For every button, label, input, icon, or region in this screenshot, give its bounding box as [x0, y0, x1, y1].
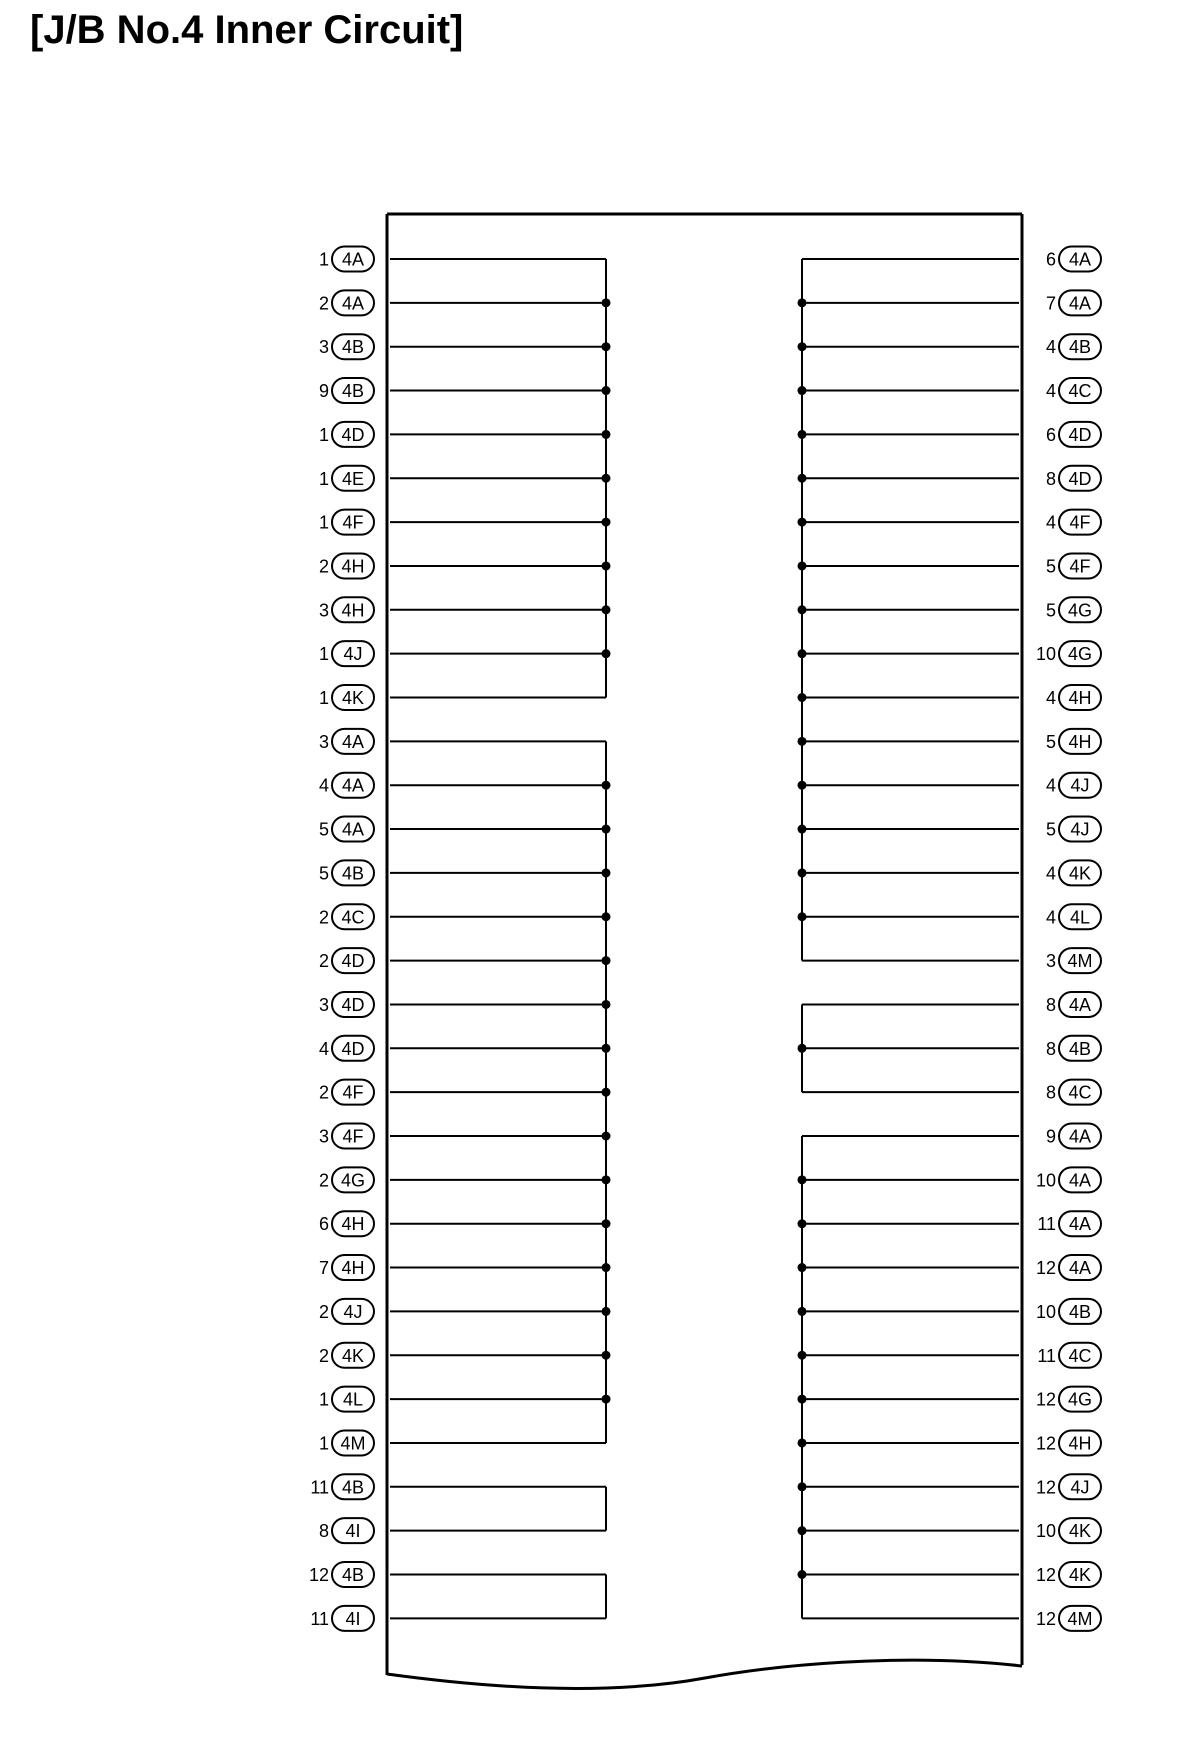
connector-code: 4D [341, 1038, 365, 1059]
pin-number: 12 [1035, 1565, 1056, 1585]
right-pin-label [1046, 597, 1101, 622]
connector-code: 4B [1068, 1301, 1092, 1322]
right-pin-label [1046, 1124, 1101, 1149]
pin-number: 1 [318, 688, 329, 708]
connector-code: 4C [341, 907, 365, 928]
pin-number: 11 [1037, 1214, 1056, 1235]
junction-dot [602, 825, 611, 834]
junction-dot [798, 1044, 807, 1053]
right-pin-label [1036, 1430, 1101, 1455]
junction-dot [602, 605, 611, 614]
connector-code: 4H [341, 1214, 365, 1235]
left-pin-label [319, 1211, 374, 1236]
pin-number: 4 [1045, 688, 1056, 708]
left-pin-label [319, 247, 374, 272]
connector-code: 4F [1069, 512, 1091, 533]
junction-dot [798, 1526, 807, 1535]
left-pin-label [310, 1606, 374, 1631]
connector-code: 4L [1069, 907, 1091, 928]
pin-labels [309, 247, 1101, 1631]
pin-number: 6 [1045, 424, 1056, 445]
junction-dot [798, 386, 807, 395]
junction-dot [602, 386, 611, 395]
connector-code: 4G [1067, 644, 1093, 665]
left-pin-label [319, 334, 374, 359]
right-pin-label [1046, 334, 1101, 359]
left-pin-label [319, 553, 374, 578]
pin-number: 2 [318, 951, 329, 972]
connector-code: 4B [1068, 337, 1092, 358]
left-pin-label [319, 773, 374, 798]
right-pin-label [1036, 1606, 1101, 1631]
pin-number: 3 [318, 600, 329, 621]
connector-code: 4H [341, 1258, 365, 1279]
connector-code: 4H [341, 600, 365, 621]
junction-dot [602, 430, 611, 439]
junction-dot [602, 1088, 611, 1097]
connector-code: 4J [1070, 775, 1090, 796]
junction-dot [602, 474, 611, 483]
pin-number: 5 [1045, 600, 1056, 621]
pin-number: 1 [318, 249, 329, 270]
pin-number: 2 [318, 1082, 329, 1103]
left-pin-label [319, 685, 374, 710]
right-pin-label [1036, 641, 1101, 666]
connector-code: 4A [341, 249, 365, 270]
connector-code: 4D [341, 951, 365, 972]
left-pin-label [319, 466, 374, 491]
pin-number: 8 [1045, 994, 1056, 1015]
connector-code: 4A [1068, 1214, 1092, 1235]
connector-code: 4H [1068, 688, 1092, 708]
left-pin-label [310, 1474, 374, 1499]
connector-code: 4J [343, 1301, 363, 1322]
connector-code: 4K [1068, 1565, 1092, 1585]
pin-number: 1 [318, 1389, 329, 1410]
right-pin-label [1046, 247, 1101, 272]
connector-code: 4C [1068, 381, 1092, 402]
junction-dot [798, 825, 807, 834]
left-pin-label [309, 1562, 374, 1587]
connector-code: 4G [1067, 1389, 1093, 1410]
junction-dot [602, 1263, 611, 1272]
pin-number: 5 [318, 863, 329, 884]
left-pin-label [319, 1080, 374, 1105]
left-pin-label [319, 948, 374, 973]
junction-dot [602, 1175, 611, 1184]
connector-code: 4B [341, 381, 365, 402]
connector-code: 4K [341, 688, 365, 708]
right-pin-label [1046, 773, 1101, 798]
junction-dot [798, 1175, 807, 1184]
pin-number: 1 [318, 644, 329, 665]
connector-code: 4J [1070, 1477, 1090, 1498]
pin-number: 7 [318, 1258, 329, 1279]
pin-number: 2 [318, 1345, 329, 1366]
pin-number: 5 [1045, 819, 1056, 840]
junction-dot [798, 518, 807, 527]
connector-code: 4F [342, 512, 364, 533]
junction-dot [798, 737, 807, 746]
pin-number: 2 [318, 293, 329, 314]
connector-code: 4B [341, 863, 365, 884]
connector-code: 4A [1068, 1170, 1092, 1191]
connector-code: 4M [340, 1433, 366, 1454]
pin-number: 4 [1045, 863, 1056, 884]
pin-number: 1 [318, 424, 329, 445]
pin-number: 11 [310, 1477, 329, 1498]
pin-number: 4 [1045, 775, 1056, 796]
connector-code: 4G [340, 1170, 366, 1191]
connector-code: 4A [1068, 1258, 1092, 1279]
pin-number: 10 [1035, 644, 1056, 665]
pin-number: 8 [1045, 468, 1056, 489]
connector-code: 4I [345, 1521, 361, 1542]
junction-dot [798, 1351, 807, 1360]
connector-code: 4F [342, 1126, 364, 1147]
junction-dot [602, 561, 611, 570]
right-pin-label [1046, 378, 1101, 403]
junction-dot [798, 298, 807, 307]
pin-number: 11 [1037, 1345, 1056, 1366]
junction-dot [602, 1044, 611, 1053]
pin-number: 12 [1035, 1258, 1056, 1279]
connector-code: 4F [1069, 556, 1091, 577]
junction-dot [798, 649, 807, 658]
connector-code: 4I [345, 1608, 361, 1629]
connector-code: 4A [341, 731, 365, 752]
pin-number: 7 [1045, 293, 1056, 314]
junction-dot [602, 912, 611, 921]
junction-dot [602, 868, 611, 877]
connector-code: 4K [1068, 1521, 1092, 1542]
right-pin-label [1046, 510, 1101, 535]
right-pin-label [1046, 904, 1101, 929]
connector-code: 4A [1068, 1126, 1092, 1147]
junction-dot [798, 1482, 807, 1491]
pin-number: 4 [318, 1038, 329, 1059]
junction-dot [602, 956, 611, 965]
pin-number: 9 [1045, 1126, 1056, 1147]
pin-number: 5 [318, 819, 329, 840]
junction-dot [798, 1307, 807, 1316]
connector-code: 4A [341, 293, 365, 314]
page-title: [J/B No.4 Inner Circuit] [30, 8, 464, 52]
left-pin-label [319, 378, 374, 403]
junction-dot [602, 1000, 611, 1009]
left-pin-label [319, 860, 374, 885]
right-pin-label [1046, 948, 1101, 973]
connector-code: 4K [1068, 863, 1092, 884]
right-pin-label [1036, 1387, 1101, 1412]
junction-dot [602, 781, 611, 790]
pin-number: 8 [1045, 1038, 1056, 1059]
connector-code: 4H [1068, 731, 1092, 752]
right-pin-label [1046, 992, 1101, 1017]
connector-code: 4L [342, 1389, 364, 1410]
junction-dot [798, 781, 807, 790]
junction-dot [602, 342, 611, 351]
pin-number: 3 [318, 1126, 329, 1147]
pin-number: 3 [318, 731, 329, 752]
junction-dot [798, 1263, 807, 1272]
connector-code: 4A [1068, 994, 1092, 1015]
pin-number: 3 [1045, 951, 1056, 972]
junction-dot [798, 1395, 807, 1404]
connector-code: 4A [1068, 293, 1092, 314]
right-pin-label [1046, 422, 1101, 447]
pin-number: 10 [1035, 1301, 1056, 1322]
left-pin-label [319, 904, 374, 929]
left-pin-label [319, 1255, 374, 1280]
left-pin-label [319, 1124, 374, 1149]
connector-code: 4B [341, 337, 365, 358]
pin-number: 12 [1035, 1433, 1056, 1454]
junction-dot [798, 342, 807, 351]
left-pin-label [319, 1343, 374, 1368]
left-pin-label [319, 422, 374, 447]
right-pin-label [1046, 860, 1101, 885]
junction-dot [602, 1351, 611, 1360]
pin-number: 4 [318, 775, 329, 796]
connector-code: 4B [1068, 1038, 1092, 1059]
connector-code: 4J [1070, 819, 1090, 840]
junction-dot [798, 605, 807, 614]
right-pin-label [1037, 1343, 1101, 1368]
connector-code: 4A [341, 775, 365, 796]
right-pin-label [1036, 1299, 1101, 1324]
connector-code: 4B [341, 1565, 365, 1585]
connector-code: 4E [341, 468, 365, 489]
pin-number: 8 [1045, 1082, 1056, 1103]
connector-code: 4M [1067, 951, 1093, 972]
right-pin-label [1046, 729, 1101, 754]
pin-number: 8 [318, 1521, 329, 1542]
right-pin-label [1037, 1211, 1101, 1236]
junction-dot [798, 1438, 807, 1447]
connector-code: 4F [342, 1082, 364, 1103]
right-pin-label [1046, 685, 1101, 710]
junction-dot [798, 430, 807, 439]
left-pin-label [319, 1299, 374, 1324]
connector-code: 4K [341, 1345, 365, 1366]
pin-number: 4 [1045, 512, 1056, 533]
pin-number: 11 [310, 1608, 329, 1629]
pin-number: 12 [1035, 1477, 1056, 1498]
left-pin-label [319, 290, 374, 315]
pin-number: 4 [1045, 337, 1056, 358]
right-pin-label [1046, 1036, 1101, 1061]
pin-number: 5 [1045, 731, 1056, 752]
junction-dot [602, 1219, 611, 1228]
pin-number: 4 [1045, 907, 1056, 928]
pin-number: 2 [318, 1301, 329, 1322]
pin-number: 12 [1035, 1389, 1056, 1410]
right-pin-label [1046, 1080, 1101, 1105]
connector-code: 4A [1068, 249, 1092, 270]
right-pin-label [1036, 1255, 1101, 1280]
pin-number: 10 [1035, 1521, 1056, 1542]
left-pin-label [319, 510, 374, 535]
left-pin-label [319, 1387, 374, 1412]
connector-code: 4D [341, 994, 365, 1015]
right-pin-label [1046, 466, 1101, 491]
pin-number: 2 [318, 556, 329, 577]
connector-code: 4D [1068, 424, 1092, 445]
circuit-wires [390, 259, 1019, 1618]
junction-dot [798, 693, 807, 702]
junction-dot [602, 298, 611, 307]
pin-number: 6 [1045, 249, 1056, 270]
junction-dot [798, 868, 807, 877]
pin-number: 2 [318, 1170, 329, 1191]
left-pin-label [319, 729, 374, 754]
pin-number: 3 [318, 337, 329, 358]
pin-number: 6 [318, 1214, 329, 1235]
connector-code: 4H [341, 556, 365, 577]
connector-code: 4D [1068, 468, 1092, 489]
pin-number: 12 [1035, 1608, 1056, 1629]
right-pin-label [1036, 1562, 1101, 1587]
right-pin-label [1036, 1474, 1101, 1499]
connector-code: 4J [343, 644, 363, 665]
right-pin-label [1046, 553, 1101, 578]
pin-number: 1 [318, 512, 329, 533]
connector-code: 4A [341, 819, 365, 840]
left-pin-label [319, 597, 374, 622]
left-pin-label [319, 1036, 374, 1061]
pin-number: 1 [318, 468, 329, 489]
junction-dot [602, 1395, 611, 1404]
pin-number: 4 [1045, 381, 1056, 402]
left-pin-label [319, 817, 374, 842]
pin-number: 9 [318, 381, 329, 402]
junction-dot [798, 912, 807, 921]
junction-dot [602, 1307, 611, 1316]
frame-bottom-break-edge [387, 1660, 1022, 1688]
connector-code: 4C [1068, 1082, 1092, 1103]
left-pin-label [319, 1518, 374, 1543]
connector-code: 4D [341, 424, 365, 445]
junction-dot [798, 474, 807, 483]
left-pin-label [319, 1167, 374, 1192]
junction-dot [602, 649, 611, 658]
connector-code: 4C [1068, 1345, 1092, 1366]
pin-number: 12 [308, 1565, 329, 1585]
connector-code: 4H [1068, 1433, 1092, 1454]
pin-number: 5 [1045, 556, 1056, 577]
connector-code: 4M [1067, 1608, 1093, 1629]
junction-dot [798, 561, 807, 570]
connector-code: 4B [341, 1477, 365, 1498]
pin-number: 1 [318, 1433, 329, 1454]
junction-dot [798, 1570, 807, 1579]
right-pin-label [1036, 1167, 1101, 1192]
pin-number: 3 [318, 994, 329, 1015]
right-pin-label [1046, 290, 1101, 315]
junction-dot [798, 1219, 807, 1228]
connector-code: 4G [1067, 600, 1093, 621]
right-pin-label [1036, 1518, 1101, 1543]
pin-number: 2 [318, 907, 329, 928]
left-pin-label [319, 992, 374, 1017]
right-pin-label [1046, 817, 1101, 842]
junction-dot [602, 1132, 611, 1141]
pin-number: 10 [1035, 1170, 1056, 1191]
left-pin-label [319, 1430, 374, 1455]
junction-dot [602, 518, 611, 527]
left-pin-label [319, 641, 374, 666]
